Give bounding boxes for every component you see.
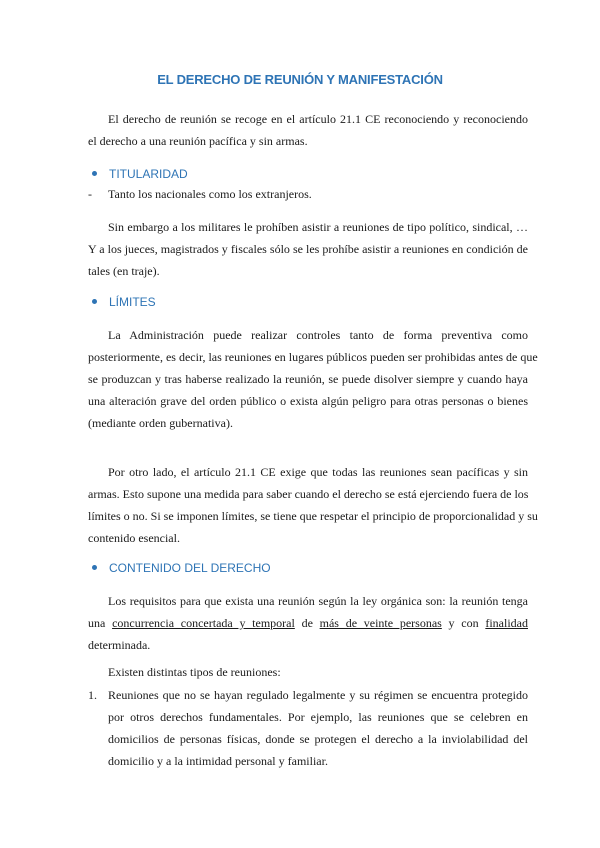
- intro-paragraph: [88, 108, 528, 152]
- paragraph-line: tales (en traje).: [88, 264, 160, 278]
- numbered-list-item: [88, 684, 528, 772]
- underlined-term: finalidad: [485, 616, 528, 630]
- dash-list-item: - Tanto los nacionales como los extranjeros.: [88, 187, 312, 201]
- paragraph-line: Reuniones que no se hayan regulado legalmente y su régimen se encuentra protegido: [108, 688, 528, 702]
- tipos-intro: [88, 661, 528, 683]
- paragraph-line: se produzcan y tras haberse realizado la reunión, se puede disolver siempre y cuando haya: [88, 372, 528, 386]
- section-heading-contenido: CONTENIDO DEL DERECHO: [92, 559, 271, 577]
- paragraph-line: domicilios de personas físicas, donde se protegen el derecho a la inviolabilidad del: [108, 732, 528, 746]
- paragraph-line: armas. Esto supone una medida para saber cuando el derecho se está ejerciendo fuera de los: [88, 487, 529, 501]
- underlined-term: más de veinte personas: [319, 616, 442, 630]
- bullet-icon: [92, 565, 97, 570]
- section-heading-titularidad: TITULARIDAD: [92, 165, 188, 183]
- paragraph-line: por otros derechos fundamentales. Por ejemplo, las reuniones que se celebren en: [108, 710, 528, 724]
- paragraph-line: Sin embargo a los militares le prohíben asistir a reuniones de tipo político, sindical, …: [108, 220, 528, 234]
- paragraph-line: Existen distintas tipos de reuniones:: [108, 665, 281, 679]
- titularidad-paragraph: [88, 216, 528, 282]
- paragraph-line: domicilio y a la intimidad personal y familiar.: [108, 754, 328, 768]
- paragraph-line: determinada.: [88, 638, 151, 652]
- bullet-icon: [92, 299, 97, 304]
- paragraph-line: una concurrencia concertada y temporal de más de veinte personas y con finalidad: [88, 616, 528, 630]
- paragraph-line: el derecho a una reunión pacífica y sin armas.: [88, 134, 308, 148]
- dash-icon: -: [88, 187, 92, 201]
- paragraph-line: El derecho de reunión se recoge en el artículo 21.1 CE reconociendo y reconociendo: [108, 112, 528, 126]
- list-number: 1.: [88, 688, 97, 702]
- paragraph-line: una alteración grave del orden público o exista algún peligro para otras personas o bienes: [88, 394, 528, 408]
- limites-paragraph-2: [88, 461, 538, 549]
- paragraph-line: Y a los jueces, magistrados y fiscales sólo se les prohíbe asistir a reuniones en condición de: [88, 242, 528, 256]
- paragraph-line: límites o no. Si se imponen límites, se tiene que respetar el principio de proporcionalidad y su: [88, 509, 538, 523]
- paragraph-line: contenido esencial.: [88, 531, 180, 545]
- paragraph-line: La Administración puede realizar controles tanto de forma preventiva como: [108, 328, 528, 342]
- document-title: EL DERECHO DE REUNIÓN Y MANIFESTACIÓN: [157, 72, 443, 87]
- paragraph-line: (mediante orden gubernativa).: [88, 416, 233, 430]
- underlined-term: concurrencia concertada y temporal: [112, 616, 295, 630]
- paragraph-line: posteriormente, es decir, las reuniones en lugares públicos pueden ser prohibidas antes de que: [88, 350, 538, 364]
- requisitos-paragraph: [88, 590, 528, 656]
- bullet-icon: [92, 171, 97, 176]
- paragraph-line: Los requisitos para que exista una reunión según la ley orgánica son: la reunión tenga: [108, 594, 528, 608]
- section-heading-limites: LÍMITES: [92, 293, 156, 311]
- limites-paragraph-1: [88, 324, 538, 434]
- paragraph-line: Por otro lado, el artículo 21.1 CE exige que todas las reuniones sean pacíficas y sin: [108, 465, 528, 479]
